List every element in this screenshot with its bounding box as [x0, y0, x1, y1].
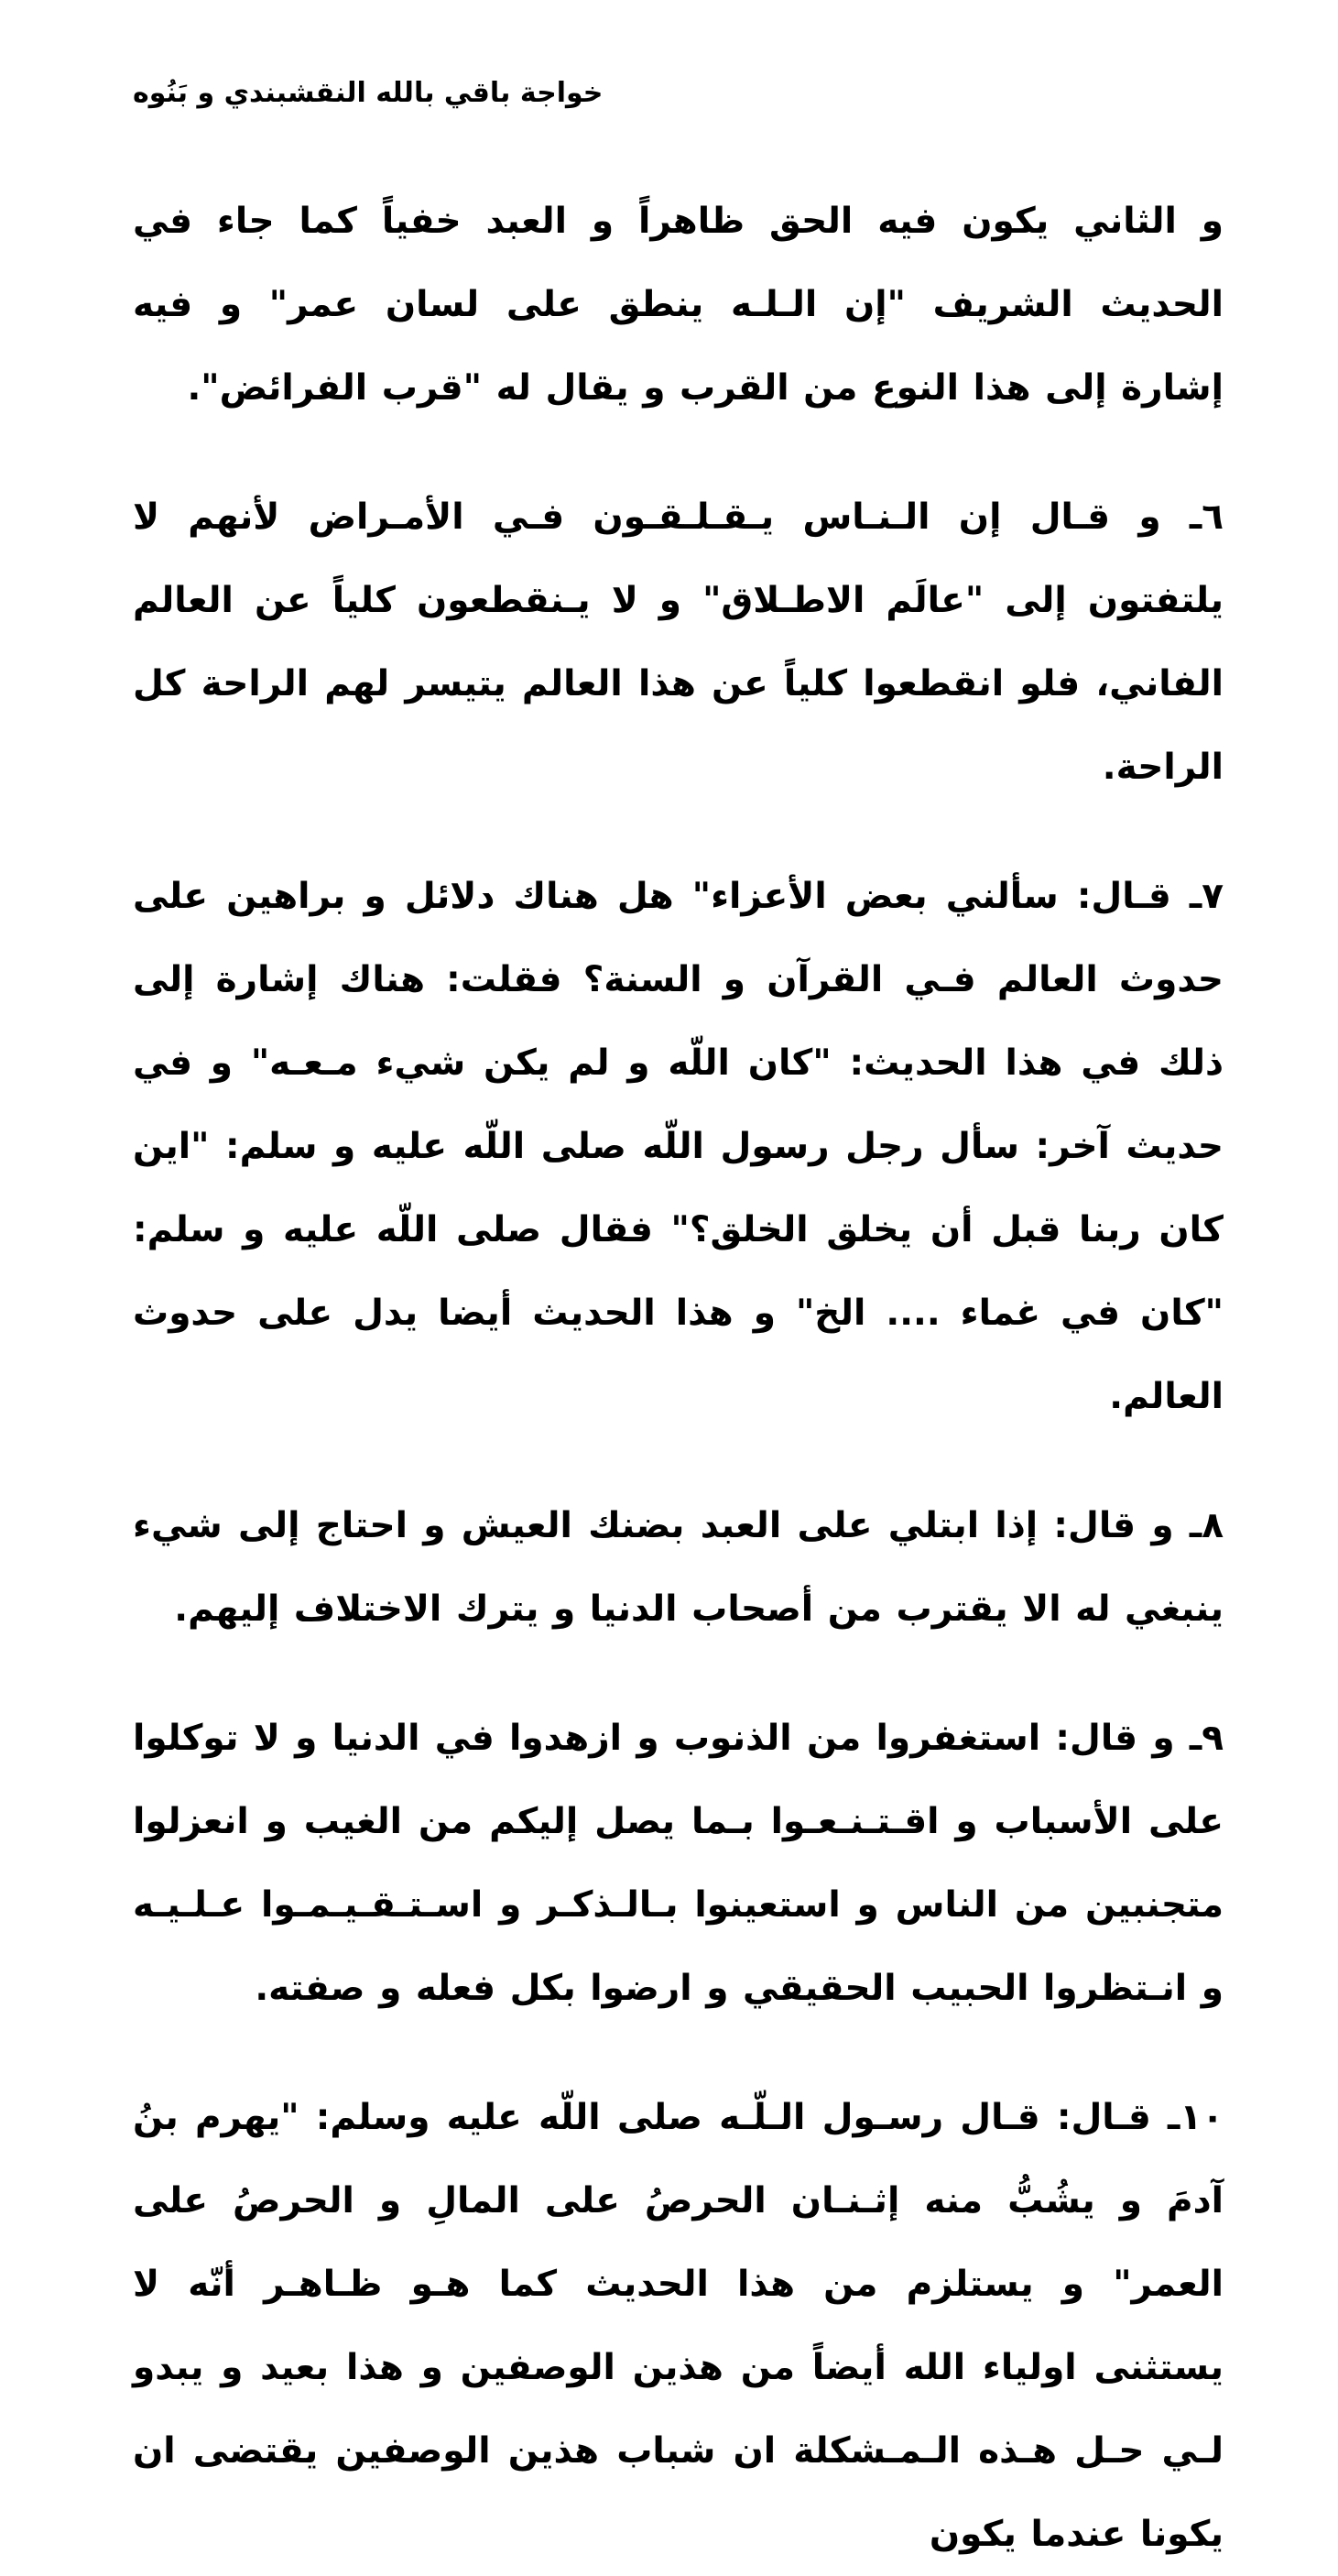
running-header	[133, 75, 1224, 112]
running-title: خواجة باقي بالله النقشبندي و بَنُوه	[133, 77, 604, 109]
body-text	[133, 180, 1224, 2576]
paragraph: ٦ـ و قـال إن الـنـاس يـقـلـقـون فـي الأمـراض لأنهم لا يلتفتون إلى "عالَم الاطـلاق" و لا يـنقطعون كلياً عن العالم الفاني، فلو انقطعوا كلياً عن هذا العالم يتيسر لهم الراحة كل الراحة.	[133, 497, 1224, 788]
paragraph: و الثاني يكون فيه الحق ظاهراً و العبد خفياً كما جاء في الحديث الشريف "إن الـلـه ينطق على لسان عمر" و فيه إشارة إلى هذا النوع من القرب و يقال له "قرب الفرائض".	[133, 201, 1224, 409]
paragraph: ٧ـ قـال: سألني بعض الأعزاء" هل هناك دلائل و براهين على حدوث العالم فـي القرآن و السنة؟ فقلت: هناك إشارة إلى ذلك في هذا الحديث: "كان اللّه و لم يكن شيء مـعـه" و في حديث آخر: سأل رجل رسول اللّه صلى اللّه عليه و سلم: "اين كان ربنا قبل أن يخلق الخلق؟" فقال صلى اللّه عليه و سلم: "كان في غماء .... الخ" و هذا الحديث أيضا يدل على حدوث العالم.	[133, 876, 1224, 1417]
paragraph: ٩ـ و قال: استغفروا من الذنوب و ازهدوا في الدنيا و لا توكلوا على الأسباب و اقـتـنـعـوا بـما يصل إليكم من الغيب و انعزلوا متجنبين من الناس و استعينوا بـالـذكـر و اسـتـقـيـمـوا عـلـيـه و انـتظروا الحبيب الحقيقي و ارضوا بكل فعله و صفته.	[133, 1718, 1224, 2009]
paragraph: ٨ـ و قال: إذا ابتلي على العبد بضنك العيش و احتاج إلى شيء ينبغي له الا يقترب من أصحاب الدنيا و يترك الاختلاف إليهم.	[133, 1505, 1224, 1630]
paragraph: ١٠ـ قـال: قـال رسـول الـلّـه صلى اللّه عليه وسلم: "يهرم بنُ آدمَ و يشُبُّ منه إثـنـان الحرصُ على المالِ و الحرصُ على العمر" و يستلزم من هذا الحديث كما هـو ظـاهـر أنّه لا يستثنى اولياء الله أيضاً من هذين الوصفين و هذا بعيد و يبدو لـي حـل هـذه الـمـشكلة ان شباب هذين الوصفين يقتضى ان يكونا عندما يكون	[133, 2097, 1224, 2555]
